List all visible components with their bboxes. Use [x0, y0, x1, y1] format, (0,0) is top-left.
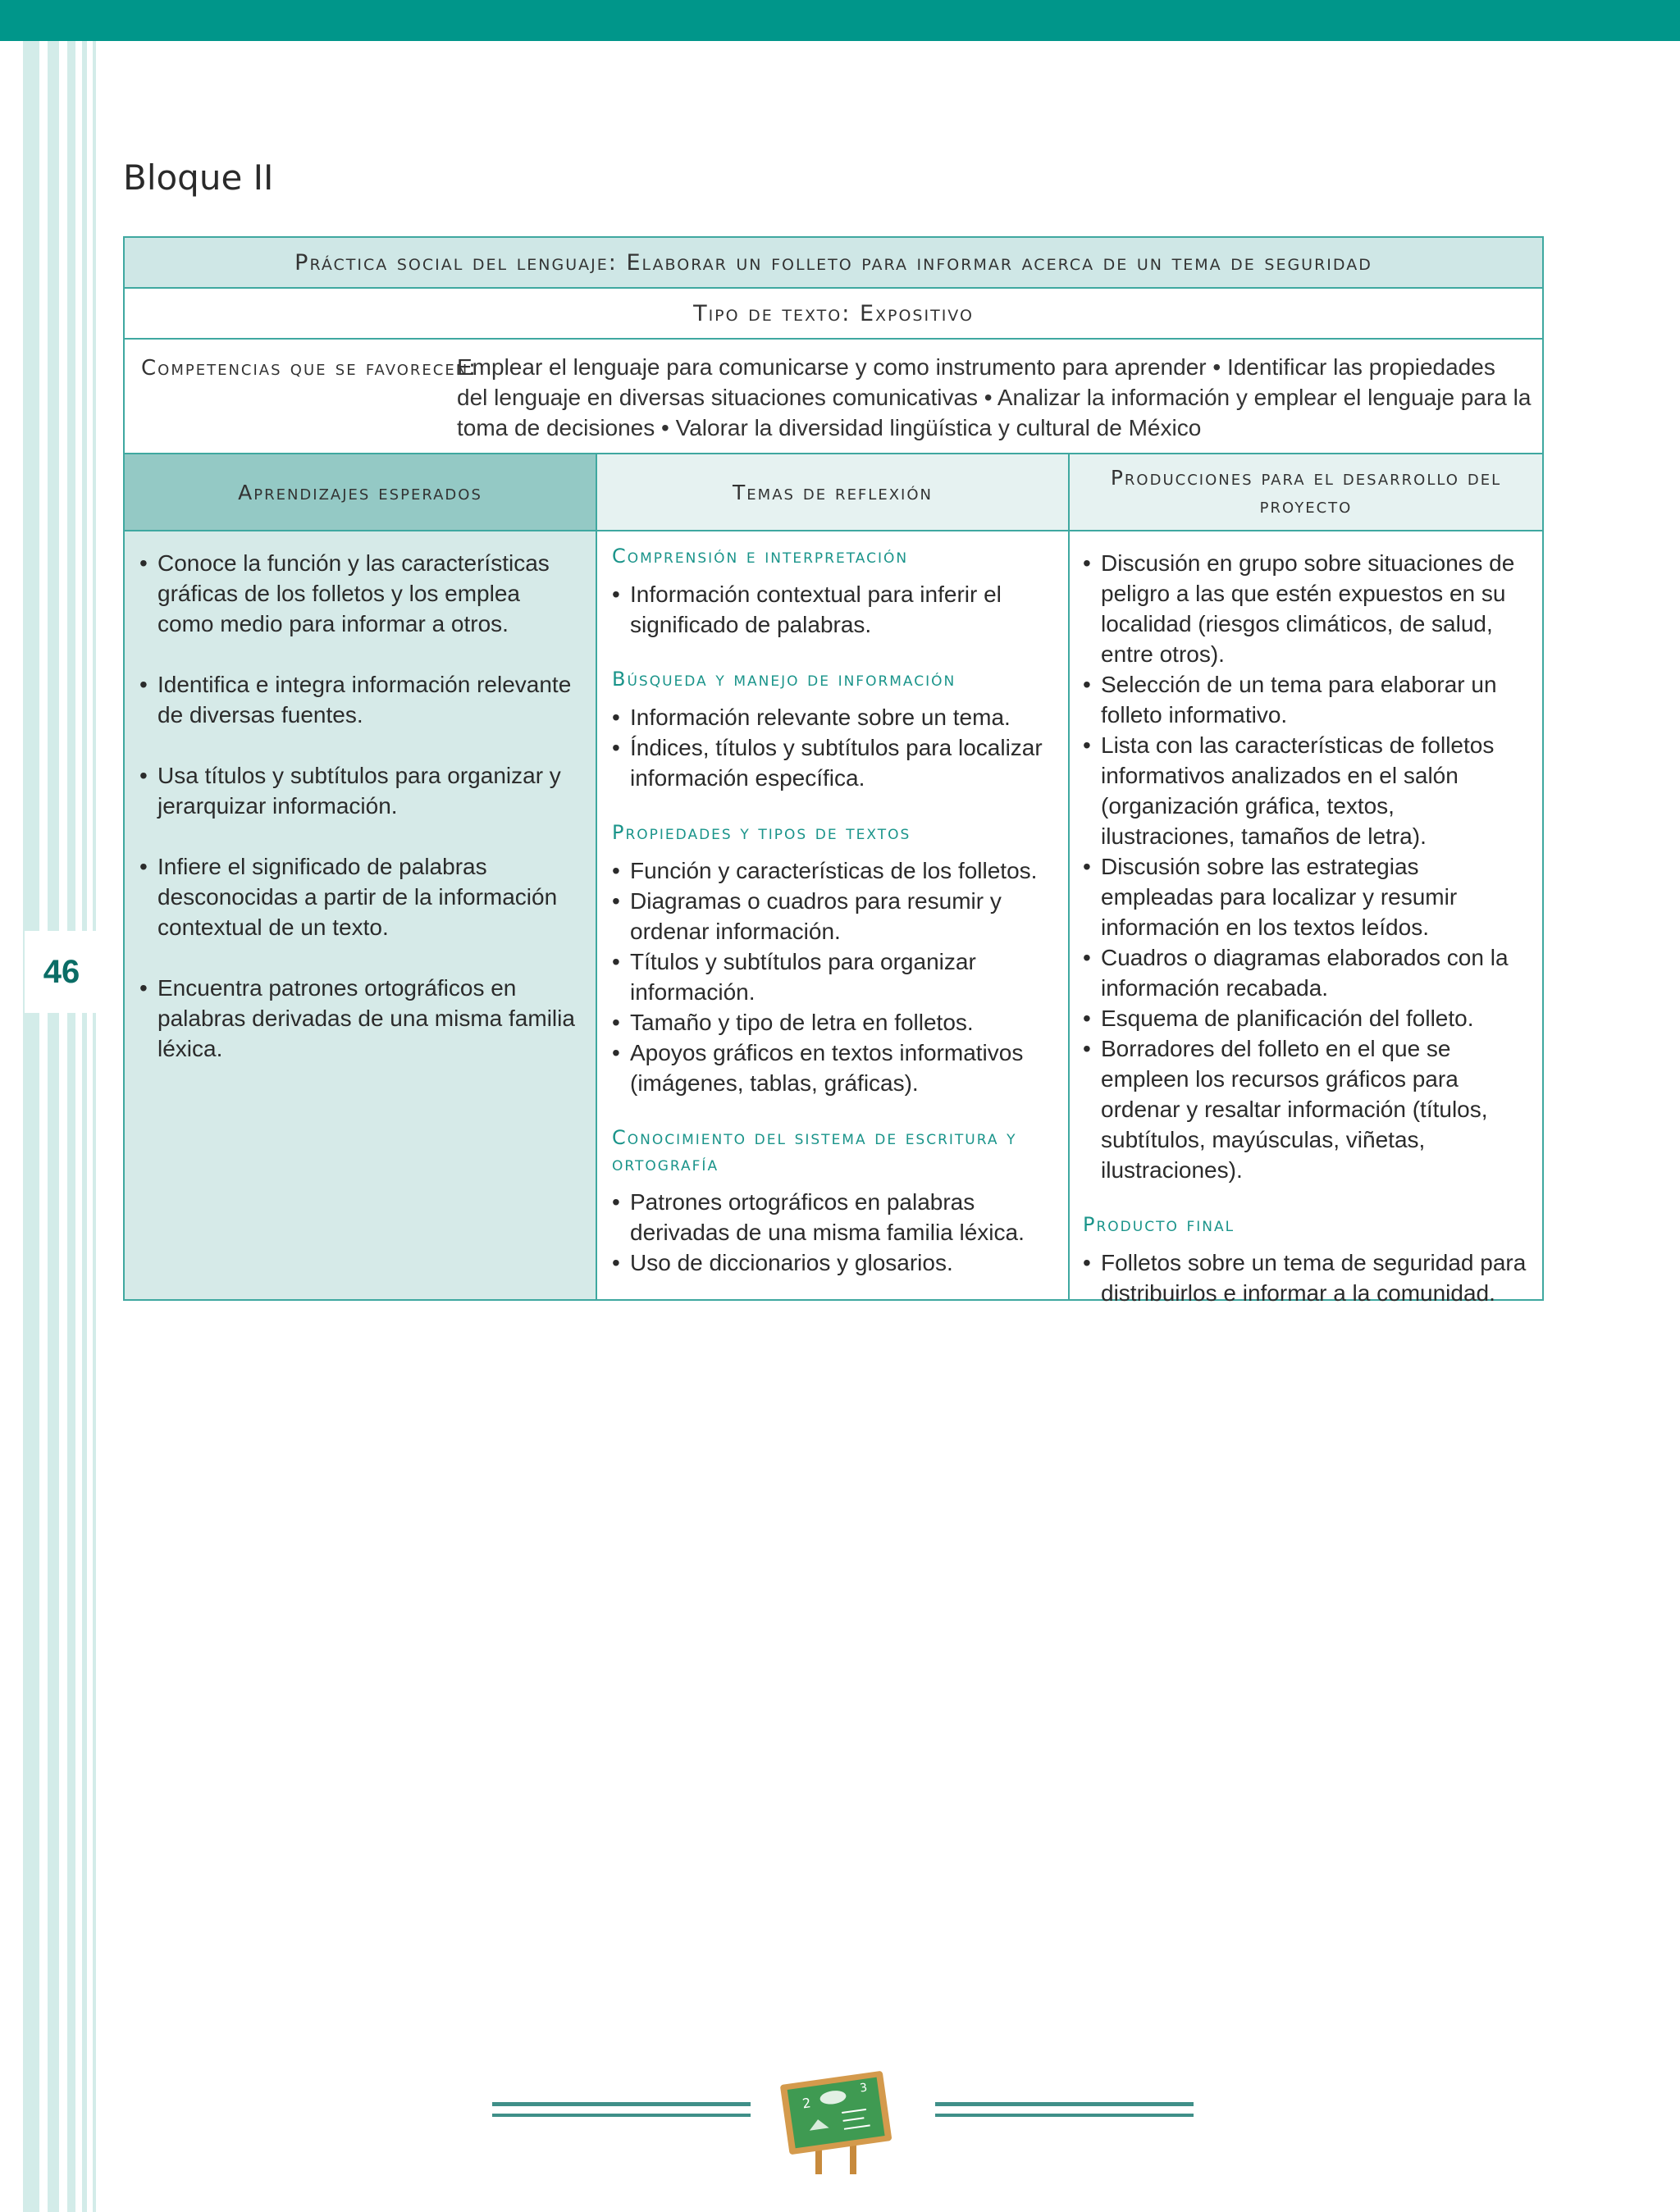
produccion-item: • Esquema de planificación del folleto.	[1083, 1003, 1534, 1033]
temas-item: • Apoyos gráficos en textos informativos (imágenes, tablas, gráficas).	[612, 1038, 1055, 1098]
produccion-item: • Lista con las características de folletos informativos analizados en el salón (organización gráfica, textos, ilustraciones, tamaños de letra).	[1083, 730, 1534, 851]
producciones-column	[1070, 531, 1542, 1306]
practice-label: Práctica social del lenguaje:	[294, 250, 618, 276]
temas-item: • Información relevante sobre un tema.	[612, 702, 1055, 732]
temas-item: • Información contextual para inferir el significado de palabras.	[612, 579, 1055, 640]
tipo-value: Expositivo	[859, 301, 974, 326]
practice-row	[125, 238, 1542, 289]
produccion-item: • Borradores del folleto en el que se empleen los recursos gráficos para ordenar y resaltar información (títulos, subtítulos, mayúsculas, viñetas, ilustraciones).	[1083, 1033, 1534, 1185]
column-headers	[125, 454, 1542, 531]
practice-value: Elaborar un folleto para informar acerca de un tema de seguridad	[626, 250, 1372, 276]
aprendizaje-item: • Conoce la función y las características gráficas de los folletos y los emplea como medio para informar a otros.	[139, 548, 579, 639]
header-aprendizajes: Aprendizajes esperados	[125, 454, 597, 530]
temas-column	[597, 531, 1070, 1299]
temas-section-title: Conocimiento del sistema de escritura y ortografía	[612, 1126, 1017, 1175]
tipo-row	[125, 289, 1542, 340]
page-number: 46	[25, 931, 98, 1013]
produccion-item: • Discusión en grupo sobre situaciones de peligro a las que estén expuestos en su localidad (riesgos climáticos, de salud, entre otros).	[1083, 548, 1534, 669]
aprendizajes-column	[125, 531, 597, 1299]
competencias-label: Competencias que se favorecen:	[141, 356, 477, 381]
temas-section-title: Propiedades y tipos de textos	[612, 821, 911, 844]
temas-item: • Títulos y subtítulos para organizar información.	[612, 946, 1055, 1007]
header-producciones: Producciones para el desarrollo del proyecto	[1070, 454, 1542, 530]
competencias-row	[125, 340, 1542, 454]
footer-rule-left	[492, 2102, 751, 2127]
producto-final-title: Producto final	[1083, 1213, 1235, 1236]
tipo-label: Tipo de texto:	[693, 301, 851, 326]
svg-text:2: 2	[801, 2095, 812, 2112]
temas-item: • Índices, títulos y subtítulos para localizar información específica.	[612, 732, 1055, 793]
competencias-text: Emplear el lenguaje para comunicarse y como instrumento para aprender • Identificar las propiedades del lenguaje en diversas situaciones comunicativas • Analizar la información y emplear el lenguaje para la toma de decisiones • Valorar la diversidad lingüística y cultural de México	[457, 354, 1532, 440]
aprendizaje-item: • Encuentra patrones ortográficos en palabras derivadas de una misma familia léxica.	[139, 973, 579, 1064]
aprendizaje-item: • Infiere el significado de palabras desconocidas a partir de la información contextual de un texto.	[139, 851, 579, 942]
temas-section-title: Comprensión e interpretación	[612, 545, 909, 568]
block-title: Bloque II	[123, 157, 274, 198]
produccion-item: • Discusión sobre las estrategias empleadas para localizar y resumir información en los textos leídos.	[1083, 851, 1534, 942]
program-table	[123, 236, 1544, 1306]
chalkboard-icon	[774, 2063, 897, 2178]
produccion-item: • Selección de un tema para elaborar un folleto informativo.	[1083, 669, 1534, 730]
temas-item: • Uso de diccionarios y glosarios.	[612, 1247, 1055, 1278]
temas-section-title: Búsqueda y manejo de información	[612, 668, 956, 691]
temas-item: • Tamaño y tipo de letra en folletos.	[612, 1007, 1055, 1038]
header-temas: Temas de reflexión	[597, 454, 1070, 530]
svg-text:3: 3	[859, 2081, 869, 2096]
temas-item: • Diagramas o cuadros para resumir y ordenar información.	[612, 886, 1055, 946]
left-decorative-stripes	[0, 41, 107, 2212]
content-row	[125, 531, 1542, 1306]
top-color-band	[0, 0, 1680, 41]
footer-rule-right	[935, 2102, 1194, 2127]
temas-item: • Patrones ortográficos en palabras derivadas de una misma familia léxica.	[612, 1187, 1055, 1247]
producto-final-item: • Folletos sobre un tema de seguridad para distribuirlos e informar a la comunidad.	[1083, 1247, 1534, 1308]
aprendizaje-item: • Identifica e integra información relevante de diversas fuentes.	[139, 669, 579, 730]
produccion-item: • Cuadros o diagramas elaborados con la información recabada.	[1083, 942, 1534, 1003]
temas-item: • Función y características de los folletos.	[612, 855, 1055, 886]
aprendizaje-item: • Usa títulos y subtítulos para organizar y jerarquizar información.	[139, 760, 579, 821]
